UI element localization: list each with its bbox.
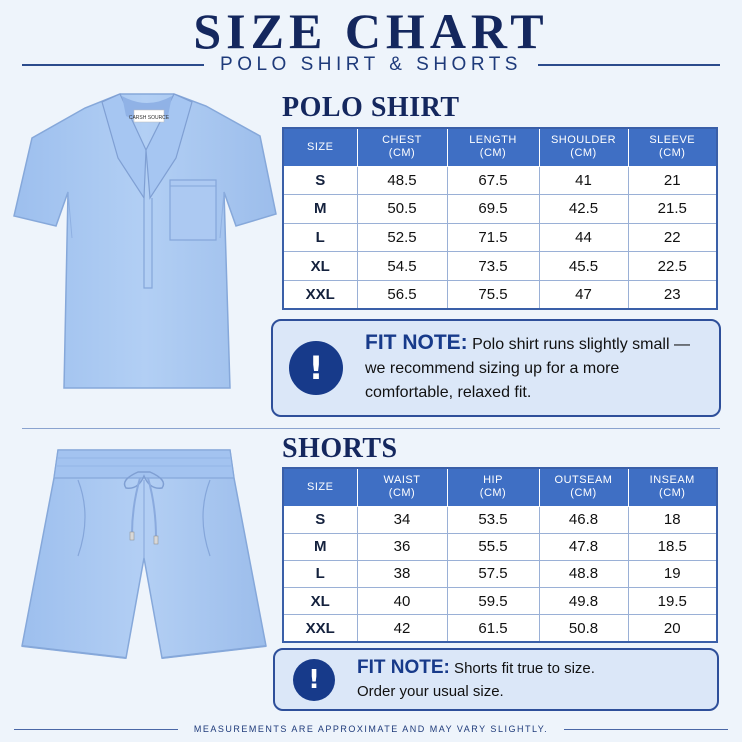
table-row: [283, 166, 717, 195]
section-divider: [22, 428, 720, 429]
polo-fit-note-line3: comfortable, relaxed fit.: [365, 384, 532, 401]
shorts-fit-note-body1: Shorts fit true to size.: [449, 660, 595, 677]
measurement-cell: 19.5: [628, 588, 717, 615]
polo-brand-label: CARSH SOURCE: [128, 115, 170, 121]
polo-column-header: [539, 128, 628, 166]
measurement-cell: 59.5: [447, 588, 539, 615]
measurement-cell: 50.8: [539, 615, 628, 642]
size-label-cell: L: [283, 223, 357, 252]
measurement-cell: 61.5: [447, 615, 539, 642]
shorts-column-header: [628, 468, 717, 506]
measurement-cell: 42.5: [539, 195, 628, 224]
page-subtitle: POLO SHIRT & SHORTS: [220, 54, 522, 75]
polo-shirt-image: [10, 88, 280, 400]
table-row: [283, 280, 717, 309]
measurement-cell: 22.5: [628, 252, 717, 281]
polo-table-body: [283, 166, 717, 309]
measurement-cell: 36: [357, 533, 447, 560]
table-row: [283, 223, 717, 252]
measurement-cell: 56.5: [357, 280, 447, 309]
measurement-cell: 69.5: [447, 195, 539, 224]
measurement-cell: 47: [539, 280, 628, 309]
measurement-cell: 57.5: [447, 560, 539, 587]
shorts-image: [18, 446, 270, 674]
footer-row: [14, 722, 728, 736]
measurement-cell: 48.8: [539, 560, 628, 587]
subtitle-rule-left: [22, 64, 204, 66]
measurement-cell: 44: [539, 223, 628, 252]
measurement-cell: 40: [357, 588, 447, 615]
column-header-label: SIZE: [307, 140, 334, 153]
measurement-cell: 22: [628, 223, 717, 252]
size-label-cell: XXL: [283, 615, 357, 642]
size-label-cell: L: [283, 560, 357, 587]
shorts-section-title: SHORTS: [282, 433, 398, 464]
size-label-cell: XL: [283, 588, 357, 615]
table-row: [283, 615, 717, 642]
measurement-cell: 47.8: [539, 533, 628, 560]
measurement-cell: 23: [628, 280, 717, 309]
polo-column-header: [357, 128, 447, 166]
column-header-unit: (CM): [479, 487, 507, 500]
page-title: SIZE CHART: [193, 3, 549, 59]
column-header-label: CHEST: [382, 134, 422, 147]
column-header-unit: (CM): [659, 147, 686, 160]
footer-rule-left: [14, 729, 178, 730]
shorts-table-body: [283, 506, 717, 642]
measurement-cell: 53.5: [447, 506, 539, 533]
column-header-unit: (CM): [570, 487, 597, 500]
column-header-unit: (CM): [659, 487, 686, 500]
column-header-label: OUTSEAM: [554, 474, 613, 487]
polo-column-header: [447, 128, 539, 166]
column-header-unit: (CM): [388, 147, 416, 160]
polo-fit-note-line2: we recommend sizing up for a more: [365, 360, 620, 377]
polo-size-table: [282, 127, 718, 310]
shorts-column-header: [447, 468, 539, 506]
shorts-fit-note-line1: [357, 656, 595, 680]
column-header-label: LENGTH: [469, 134, 517, 147]
measurement-cell: 21.5: [628, 195, 717, 224]
footer-note: MEASUREMENTS ARE APPROXIMATE AND MAY VARY SLIGHTLY.: [193, 724, 549, 734]
polo-section-title: POLO SHIRT: [282, 92, 460, 123]
polo-fit-note-heading: FIT NOTE:: [365, 331, 468, 354]
table-row: [283, 588, 717, 615]
measurement-cell: 48.5: [357, 166, 447, 195]
measurement-cell: 55.5: [447, 533, 539, 560]
measurement-cell: 38: [357, 560, 447, 587]
measurement-cell: 49.8: [539, 588, 628, 615]
polo-column-header: [628, 128, 717, 166]
column-header-label: SHOULDER: [550, 134, 617, 147]
measurement-cell: 75.5: [447, 280, 539, 309]
footer-rule-right: [564, 729, 728, 730]
size-label-cell: S: [283, 506, 357, 533]
size-label-cell: XXL: [283, 280, 357, 309]
shorts-fit-note: [273, 648, 719, 711]
measurement-cell: 45.5: [539, 252, 628, 281]
shorts-size-table: [282, 467, 718, 643]
table-row: [283, 195, 717, 224]
size-label-cell: S: [283, 166, 357, 195]
subtitle-row: [22, 52, 720, 78]
polo-column-header: [283, 128, 357, 166]
shorts-fit-note-heading: FIT NOTE:: [357, 657, 450, 678]
exclamation-icon: !: [293, 659, 335, 701]
shorts-fit-note-text: [357, 656, 595, 703]
measurement-cell: 42: [357, 615, 447, 642]
measurement-cell: 73.5: [447, 252, 539, 281]
shorts-fit-note-line2: Order your usual size.: [357, 683, 504, 700]
column-header-unit: (CM): [479, 147, 507, 160]
column-header-unit: (CM): [570, 147, 597, 160]
polo-header-row: [283, 128, 717, 166]
shorts-column-header: [283, 468, 357, 506]
measurement-cell: 21: [628, 166, 717, 195]
column-header-label: SLEEVE: [649, 134, 696, 147]
measurement-cell: 46.8: [539, 506, 628, 533]
size-label-cell: M: [283, 195, 357, 224]
table-row: [283, 560, 717, 587]
column-header-label: SIZE: [307, 480, 334, 493]
shorts-column-header: [539, 468, 628, 506]
size-label-cell: M: [283, 533, 357, 560]
measurement-cell: 71.5: [447, 223, 539, 252]
polo-fit-note-body1: Polo shirt runs slightly small —: [467, 336, 690, 353]
table-row: [283, 533, 717, 560]
measurement-cell: 18.5: [628, 533, 717, 560]
exclamation-icon: !: [289, 341, 343, 395]
shorts-column-header: [357, 468, 447, 506]
column-header-label: HIP: [483, 474, 503, 487]
column-header-label: WAIST: [383, 474, 421, 487]
table-row: [283, 506, 717, 533]
table-row: [283, 252, 717, 281]
measurement-cell: 52.5: [357, 223, 447, 252]
measurement-cell: 20: [628, 615, 717, 642]
measurement-cell: 34: [357, 506, 447, 533]
column-header-unit: (CM): [388, 487, 416, 500]
polo-fit-note-text: [365, 331, 690, 405]
measurement-cell: 67.5: [447, 166, 539, 195]
measurement-cell: 54.5: [357, 252, 447, 281]
column-header-label: INSEAM: [649, 474, 695, 487]
polo-fit-note-line1: [365, 331, 690, 357]
measurement-cell: 19: [628, 560, 717, 587]
measurement-cell: 18: [628, 506, 717, 533]
shorts-header-row: [283, 468, 717, 506]
measurement-cell: 41: [539, 166, 628, 195]
polo-fit-note: [271, 319, 721, 417]
size-label-cell: XL: [283, 252, 357, 281]
subtitle-rule-right: [538, 64, 720, 66]
measurement-cell: 50.5: [357, 195, 447, 224]
